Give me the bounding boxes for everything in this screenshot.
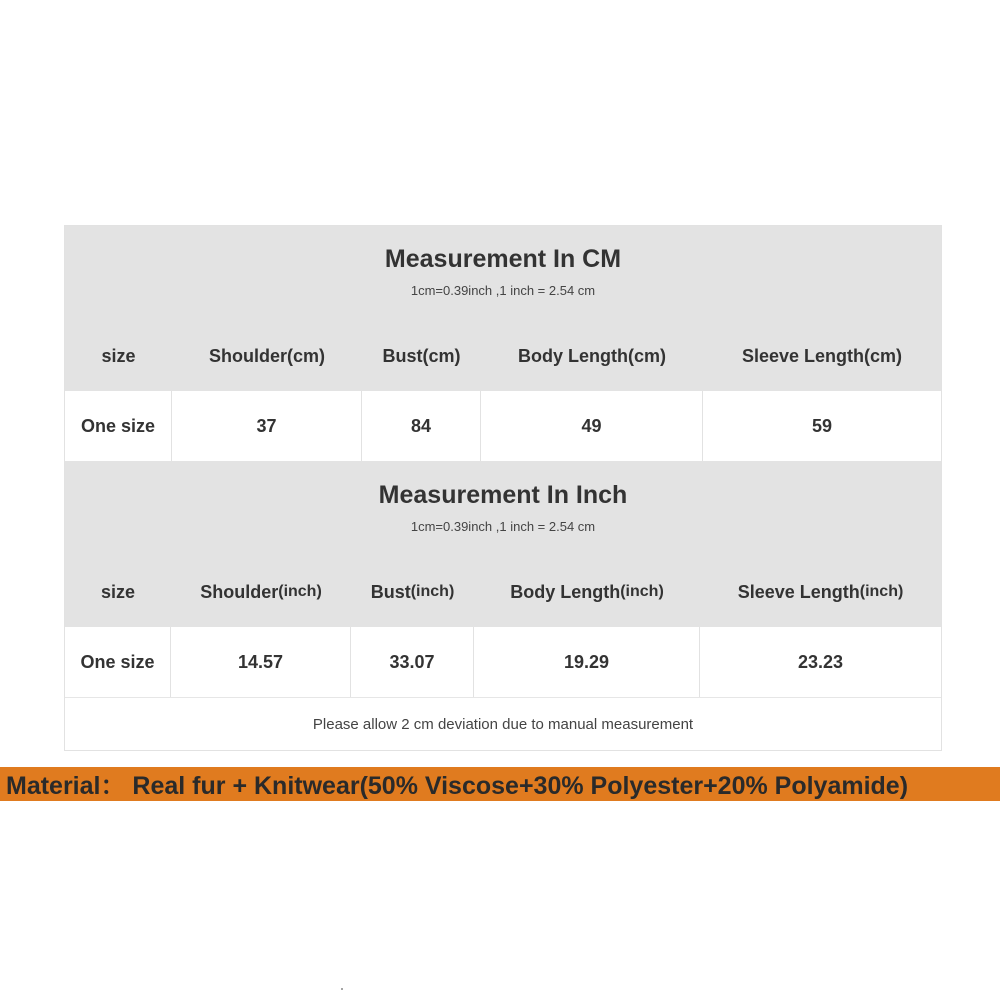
column-header-unit: (inch) — [410, 583, 455, 600]
column-header-shoulder — [171, 557, 351, 627]
column-header-label: Bust — [370, 581, 411, 602]
decorative-dot — [341, 988, 343, 990]
inch-section-header — [65, 461, 941, 557]
cell-size: One size — [65, 391, 172, 461]
inch-conversion-note: 1cm=0.39inch ,1 inch = 2.54 cm — [410, 519, 596, 534]
cell-shoulder: 14.57 — [171, 627, 351, 697]
column-header-size: size — [101, 345, 136, 366]
column-header-body-length — [474, 557, 700, 627]
column-header-label: Body Length — [510, 581, 621, 602]
column-header-label: size — [100, 581, 136, 602]
cell-size: One size — [65, 627, 171, 697]
column-header-bust: Bust(cm) — [382, 345, 461, 366]
cell-sleeve-length: 59 — [811, 415, 833, 436]
cm-section-header — [65, 226, 941, 321]
column-header-unit: (inch) — [859, 583, 904, 600]
column-header-label: Sleeve Length — [737, 581, 860, 602]
column-header-shoulder: Shoulder(cm) — [208, 345, 325, 366]
material-text: Material： Real fur + Knitwear(50% Viscose+30% Polyester+20% Polyamide) — [6, 772, 909, 800]
cell-sleeve-length: 23.23 — [797, 651, 844, 672]
cell-shoulder: 37 — [172, 391, 362, 461]
table-row — [65, 391, 941, 461]
cell-body-length: 19.29 — [474, 627, 700, 697]
cm-conversion-note: 1cm=0.39inch ,1 inch = 2.54 cm — [410, 283, 596, 298]
inch-section-title: Measurement In Inch — [378, 481, 628, 509]
deviation-note: Please allow 2 cm deviation due to manual measurement — [65, 697, 941, 750]
column-header-sleeve-length: Sleeve Length(cm) — [741, 345, 903, 366]
cell-body-length: 49 — [481, 391, 703, 461]
cell-bust: 84 — [362, 391, 481, 461]
column-header-unit: (inch) — [278, 583, 322, 600]
size-chart — [64, 225, 942, 751]
cell-bust: 33.07 — [351, 627, 474, 697]
cm-header-row — [65, 321, 941, 391]
column-header-label: Shoulder — [200, 581, 279, 602]
inch-header-row — [65, 557, 941, 627]
column-header-unit: (inch) — [620, 583, 664, 600]
material-banner — [0, 767, 1000, 801]
column-header-body-length: Body Length(cm) — [518, 345, 666, 366]
cm-section-title: Measurement In CM — [384, 245, 622, 273]
table-row — [65, 627, 941, 697]
column-header-size — [65, 557, 171, 627]
column-header-sleeve-length — [700, 557, 941, 627]
column-header-bust — [351, 557, 474, 627]
